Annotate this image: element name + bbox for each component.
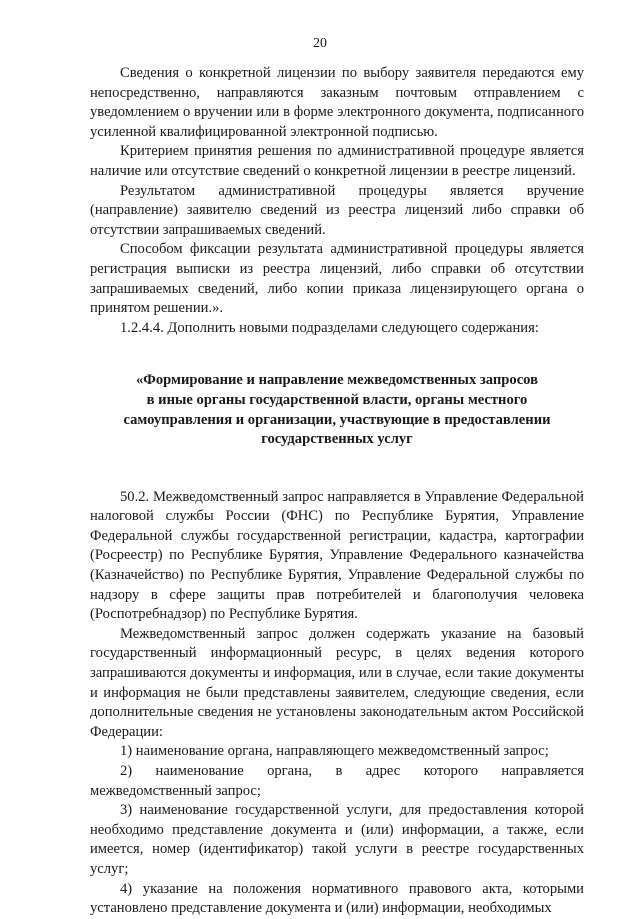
paragraph: Межведомственный запрос должен содержать указание на базовый государственный информационный ресурс, в целях ведения которого запрашиваются документы и информация, или в случае, если такие документы и информация не были представлены заявителем, следующие сведения, если дополнительные сведения не установлены законодательным актом Российской Федерации: (90, 625, 584, 740)
list-item: 3) наименование государственной услуги, для предоставления которой необходимо представление документа и (или) информации, а также, если имеется, номер (идентификатор) такой услуги в реестре государственных услуг; (90, 802, 584, 877)
paragraph: 50.2. Межведомственный запрос направляется в Управление Федеральной налоговой службы России (ФНС) по Республике Бурятия, Управление Федеральной службы государственной регистрации, кадастра, картографии (Росреестр) по Республике Бурятия, Управление Федерального казначейства (Казначейство) по Республике Бурятия, Управление Федеральной службы по надзору в сфере защиты прав потребителей и благополучия человека (Роспотребнадзор) по Республике Бурятия. (90, 488, 584, 623)
amendment-instruction: 1.2.4.4. Дополнить новыми подразделами следующего содержания: (120, 319, 539, 336)
list-item: 2) наименование органа, в адрес которого направляется межведомственный запрос; (90, 763, 584, 799)
list-item: 4) указание на положения нормативного правового акта, которыми установлено представление документа и (или) информации, необходимых (90, 880, 584, 917)
section-heading-line: государственных услуг (261, 431, 413, 448)
paragraph: Результатом административной процедуры является вручение (направление) заявителю сведений из реестра лицензий либо справки об отсутствии запрашиваемых сведений. (90, 182, 584, 238)
paragraph: Сведения о конкретной лицензии по выбору заявителя передаются ему непосредственно, направляются заказным почтовым отправлением с уведомлением о вручении или в форме электронного документа, подписанного усиленной квалифицированной электронной подписью. (90, 65, 584, 140)
document-body (90, 64, 584, 919)
paragraph: Способом фиксации результата административной процедуры является регистрация выписки из реестра лицензий, либо справки об отсутствии запрашиваемых сведений, либо копии приказа лицензирующего органа о принятом решении.». (90, 241, 584, 317)
section-heading (90, 371, 584, 449)
section-heading-line: «Формирование и направление межведомственных запросов (136, 372, 538, 389)
page-number: 20 (313, 36, 327, 51)
list-item: 1) наименование органа, направляющего межведомственный запрос; (120, 743, 549, 760)
section-heading-line: в иные органы государственной власти, органы местного (146, 391, 528, 408)
section-heading-line: самоуправления и организации, участвующие в предоставлении (123, 411, 551, 428)
paragraph: Критерием принятия решения по административной процедуре является наличие или отсутствие сведений о конкретной лицензии в реестре лицензий. (90, 143, 584, 179)
